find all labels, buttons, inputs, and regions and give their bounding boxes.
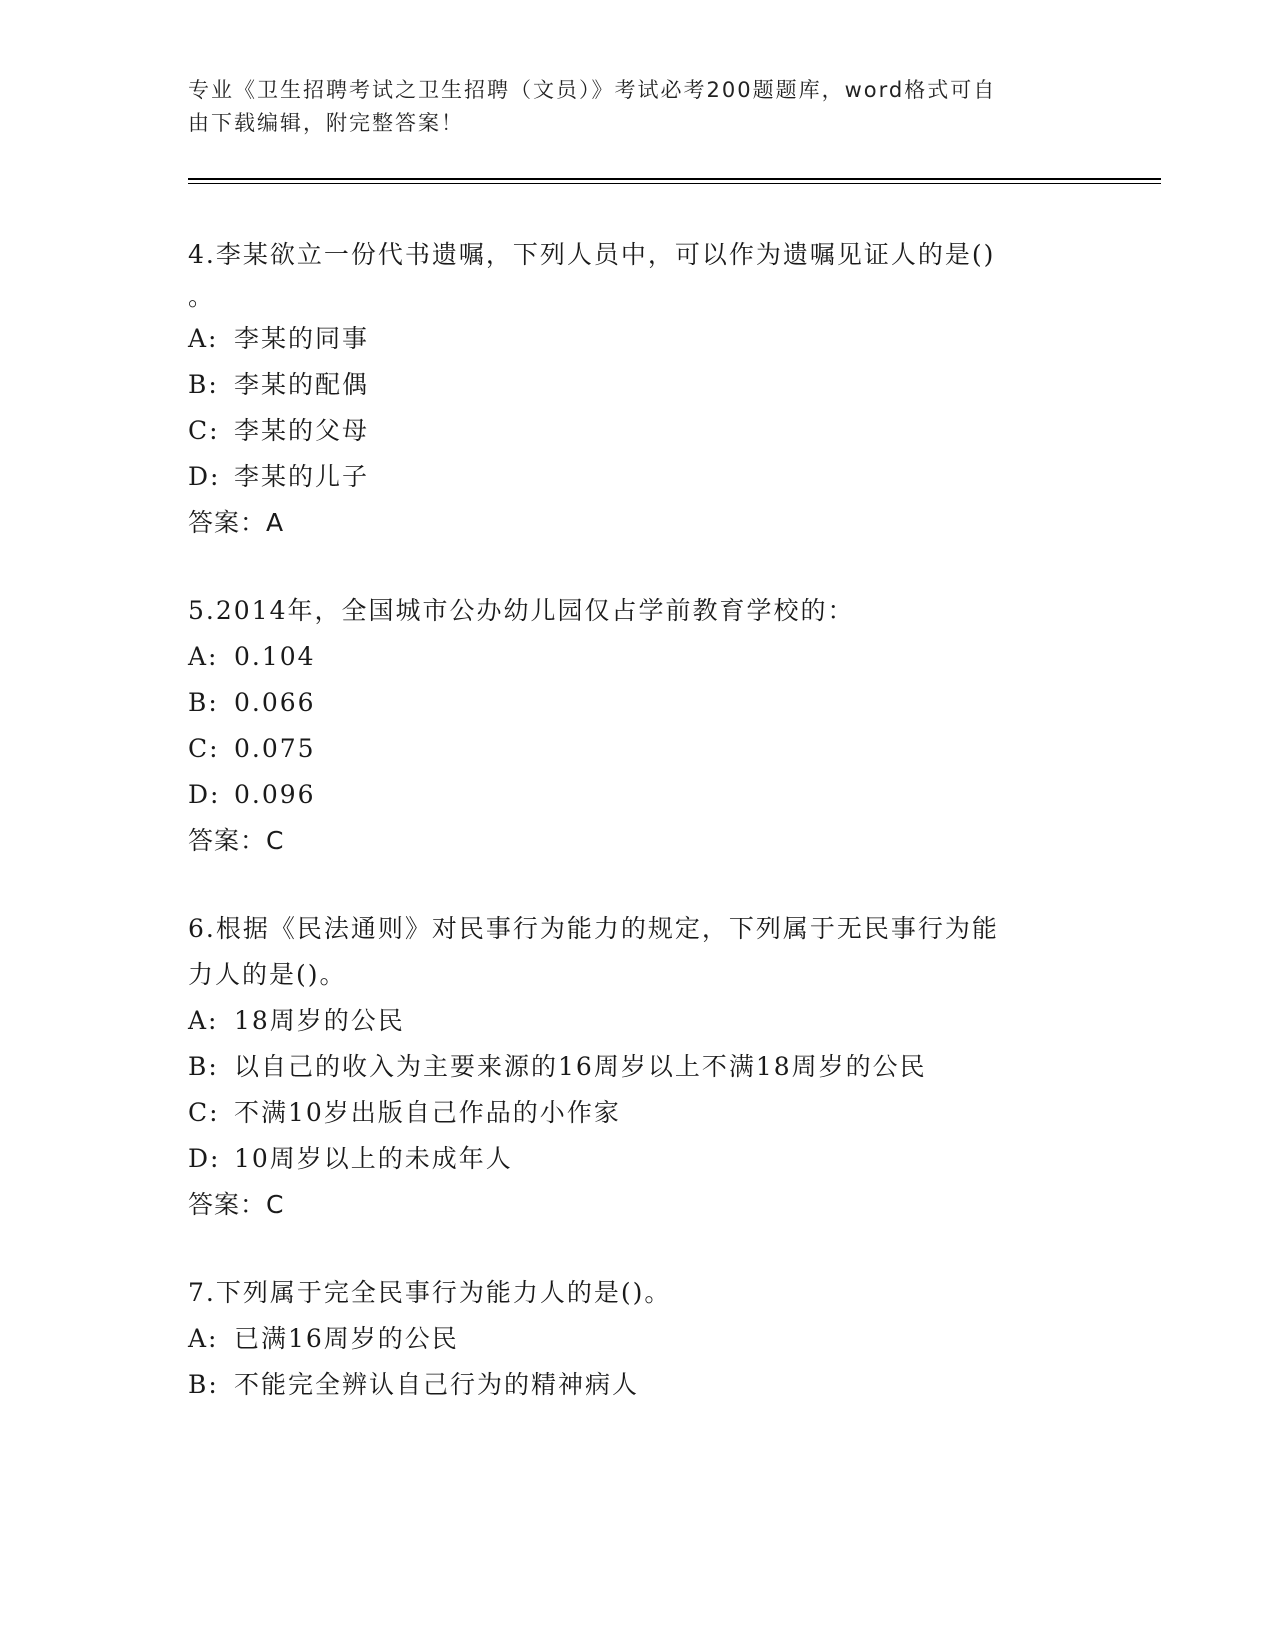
option-b [188, 1362, 1088, 1408]
option-text: 0.096 [234, 780, 316, 809]
option-letter: C: [188, 734, 220, 763]
option-d [188, 772, 1088, 818]
header-line-1: 专业《卫生招聘考试之卫生招聘（文员）》考试必考200题题库，word格式可自 [188, 78, 997, 102]
answer-label: 答案：C [188, 826, 285, 855]
option-letter: B: [188, 370, 219, 399]
option-b [188, 362, 1088, 408]
question-6 [188, 906, 1088, 1228]
option-text: 李某的父母 [234, 416, 370, 445]
option-text: 已满16周岁的公民 [234, 1324, 459, 1353]
option-c [188, 408, 1088, 454]
question-list [188, 232, 1088, 1450]
question-text: 7.下列属于完全民事行为能力人的是()。 [188, 1278, 672, 1307]
question-text: 5.2014年，全国城市公办幼儿园仅占学前教育学校的： [188, 596, 855, 625]
option-letter: D: [188, 780, 221, 809]
question-4 [188, 232, 1088, 546]
option-text: 李某的同事 [234, 324, 370, 353]
answer-label: 答案：C [188, 1190, 285, 1219]
option-text: 以自己的收入为主要来源的16周岁以上不满18周岁的公民 [234, 1052, 927, 1081]
option-letter: A: [188, 324, 219, 353]
header-divider [188, 178, 1161, 184]
option-letter: A: [188, 1006, 219, 1035]
option-a [188, 998, 1088, 1044]
option-text: 18周岁的公民 [234, 1006, 405, 1035]
question-text: 4.李某欲立一份代书遗嘱，下列人员中，可以作为遗嘱见证人的是() [188, 240, 996, 269]
option-text: 10周岁以上的未成年人 [234, 1144, 513, 1173]
option-b [188, 680, 1088, 726]
option-a [188, 1316, 1088, 1362]
option-d [188, 1136, 1088, 1182]
option-text: 不能完全辨认自己行为的精神病人 [234, 1370, 640, 1399]
option-text: 0.066 [234, 688, 316, 717]
option-letter: D: [188, 462, 221, 491]
option-letter: D: [188, 1144, 221, 1173]
question-5 [188, 588, 1088, 864]
option-d [188, 454, 1088, 500]
answer-label: 答案：A [188, 508, 285, 537]
option-b [188, 1044, 1088, 1090]
question-text-continued: 力人的是()。 [188, 960, 347, 989]
option-text: 0.075 [234, 734, 316, 763]
option-text: 不满10岁出版自己作品的小作家 [234, 1098, 621, 1127]
header-line-2: 由下载编辑，附完整答案！ [188, 111, 464, 135]
option-letter: B: [188, 688, 219, 717]
question-text-continued: 。 [188, 282, 216, 311]
option-a [188, 316, 1088, 362]
option-letter: C: [188, 1098, 220, 1127]
option-text: 李某的儿子 [234, 462, 370, 491]
option-letter: C: [188, 416, 220, 445]
question-text: 6.根据《民法通则》对民事行为能力的规定，下列属于无民事行为能 [188, 914, 999, 943]
option-c [188, 726, 1088, 772]
question-7 [188, 1270, 1088, 1408]
option-letter: A: [188, 642, 219, 671]
document-header [188, 74, 1078, 140]
option-a [188, 634, 1088, 680]
option-text: 李某的配偶 [234, 370, 370, 399]
option-c [188, 1090, 1088, 1136]
option-letter: A: [188, 1324, 219, 1353]
option-text: 0.104 [234, 642, 316, 671]
option-letter: B: [188, 1370, 219, 1399]
option-letter: B: [188, 1052, 219, 1081]
